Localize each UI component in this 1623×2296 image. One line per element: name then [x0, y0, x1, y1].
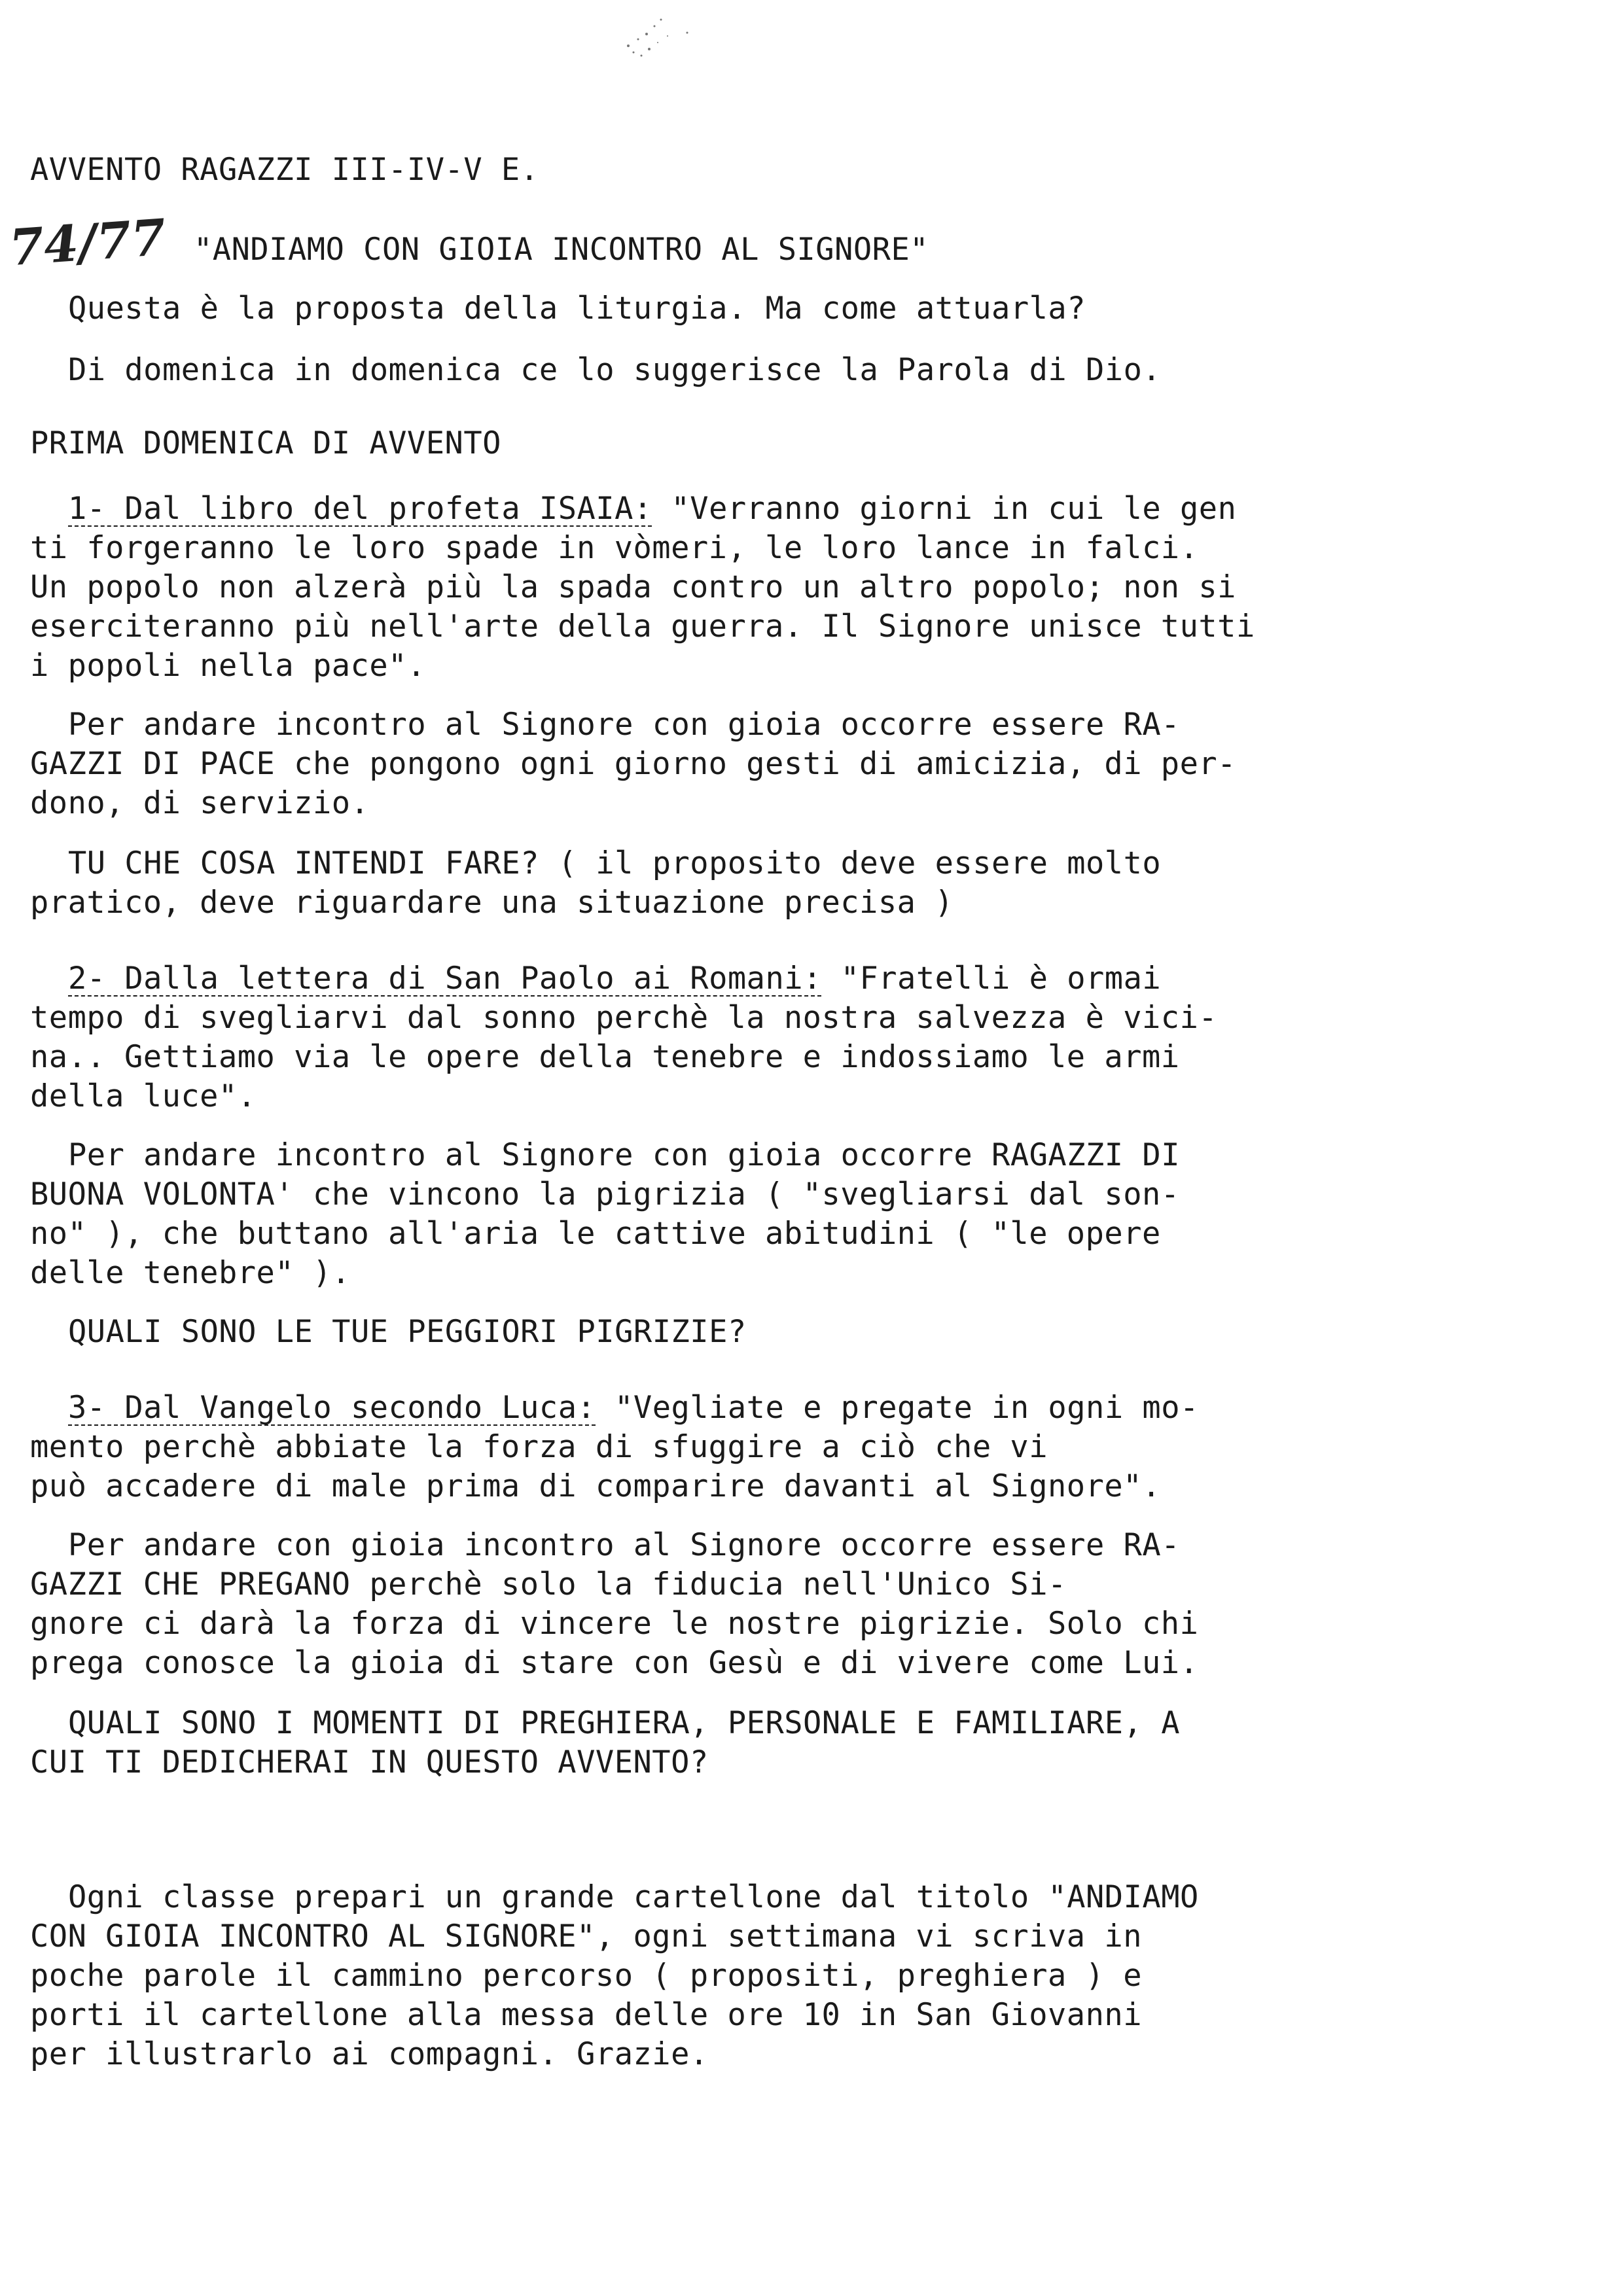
reading-first-line [68, 961, 1161, 997]
reading-line: eserciteranno più nell'arte della guerra. Il Signore unisce tutti [30, 609, 1255, 645]
paper-specks [615, 7, 720, 65]
commentary-line: delle tenebre" ). [30, 1255, 351, 1291]
commentary-line: prega conosce la gioia di stare con Gesù e di vivere come Lui. [30, 1645, 1199, 1681]
reading-line: i popoli nella pace". [30, 648, 426, 684]
commentary-line: dono, di servizio. [30, 785, 370, 821]
commentary-line: GAZZI DI PACE che pongono ogni giorno gesti di amicizia, di per- [30, 746, 1236, 782]
handwritten-number: 74/77 [7, 207, 168, 277]
reading-line: tempo di svegliarvi dal sonno perchè la nostra salvezza è vici- [30, 1000, 1218, 1036]
reading-line: mento perchè abbiate la forza di sfuggire a ciò che vi [30, 1429, 1048, 1465]
reading-line: ti forgeranno le loro spade in vòmeri, le loro lance in falci. [30, 530, 1199, 566]
commentary-line: no" ), che buttano all'aria le cattive abitudini ( "le opere [30, 1216, 1161, 1252]
footer-note-line: Ogni classe prepari un grande cartellone dal titolo "ANDIAMO [68, 1879, 1199, 1915]
reading-line: può accadere di male prima di comparire davanti al Signore". [30, 1468, 1161, 1504]
commentary-line: Per andare incontro al Signore con gioia occorre essere RA- [68, 707, 1180, 743]
reading-first-line [68, 1390, 1199, 1426]
question-line: QUALI SONO LE TUE PEGGIORI PIGRIZIE? [68, 1314, 747, 1350]
reading-line: della luce". [30, 1078, 257, 1114]
theme-heading: "ANDIAMO CON GIOIA INCONTRO AL SIGNORE" [194, 232, 929, 268]
question-line: pratico, deve riguardare una situazione precisa ) [30, 885, 954, 921]
intro-line: Di domenica in domenica ce lo suggerisce la Parola di Dio. [68, 352, 1162, 388]
commentary-line: Per andare con gioia incontro al Signore occorre essere RA- [68, 1527, 1180, 1563]
footer-note-line: poche parole il cammino percorso ( propositi, preghiera ) e [30, 1958, 1142, 1994]
footer-note-line: CON GIOIA INCONTRO AL SIGNORE", ogni settimana vi scriva in [30, 1918, 1142, 1954]
reading-line: Un popolo non alzerà più la spada contro un altro popolo; non si [30, 569, 1236, 605]
reading-quote-start: "Vegliate e pregate in ogni mo- [596, 1390, 1199, 1426]
reading-quote-start: "Fratelli è ormai [821, 961, 1162, 997]
commentary-line: Per andare incontro al Signore con gioia occorre RAGAZZI DI [68, 1137, 1180, 1173]
reading-first-line [68, 491, 1236, 527]
commentary-line: BUONA VOLONTA' che vincono la pigrizia ( "svegliarsi dal son- [30, 1176, 1180, 1212]
document-title: AVVENTO RAGAZZI III-IV-V E. [30, 152, 539, 188]
footer-note-line: per illustrarlo ai compagni. Grazie. [30, 2036, 709, 2072]
reading-line: na.. Gettiamo via le opere della tenebre e indossiamo le armi [30, 1039, 1180, 1075]
reading-source: 1- Dal libro del profeta ISAIA: [68, 491, 652, 527]
section-title: PRIMA DOMENICA DI AVVENTO [30, 425, 501, 461]
commentary-line: GAZZI CHE PREGANO perchè solo la fiducia nell'Unico Si- [30, 1566, 1067, 1602]
question-line: CUI TI DEDICHERAI IN QUESTO AVVENTO? [30, 1744, 709, 1780]
reading-source: 3- Dal Vangelo secondo Luca: [68, 1390, 596, 1426]
question-line: TU CHE COSA INTENDI FARE? ( il proposito deve essere molto [68, 845, 1162, 881]
footer-note-line: porti il cartellone alla messa delle ore 10 in San Giovanni [30, 1997, 1142, 2033]
reading-source: 2- Dalla lettera di San Paolo ai Romani: [68, 961, 822, 997]
question-line: QUALI SONO I MOMENTI DI PREGHIERA, PERSONALE E FAMILIARE, A [68, 1705, 1180, 1741]
reading-quote-start: "Verranno giorni in cui le gen [652, 491, 1237, 527]
commentary-line: gnore ci darà la forza di vincere le nostre pigrizie. Solo chi [30, 1606, 1199, 1642]
intro-line: Questa è la proposta della liturgia. Ma come attuarla? [68, 291, 1086, 327]
